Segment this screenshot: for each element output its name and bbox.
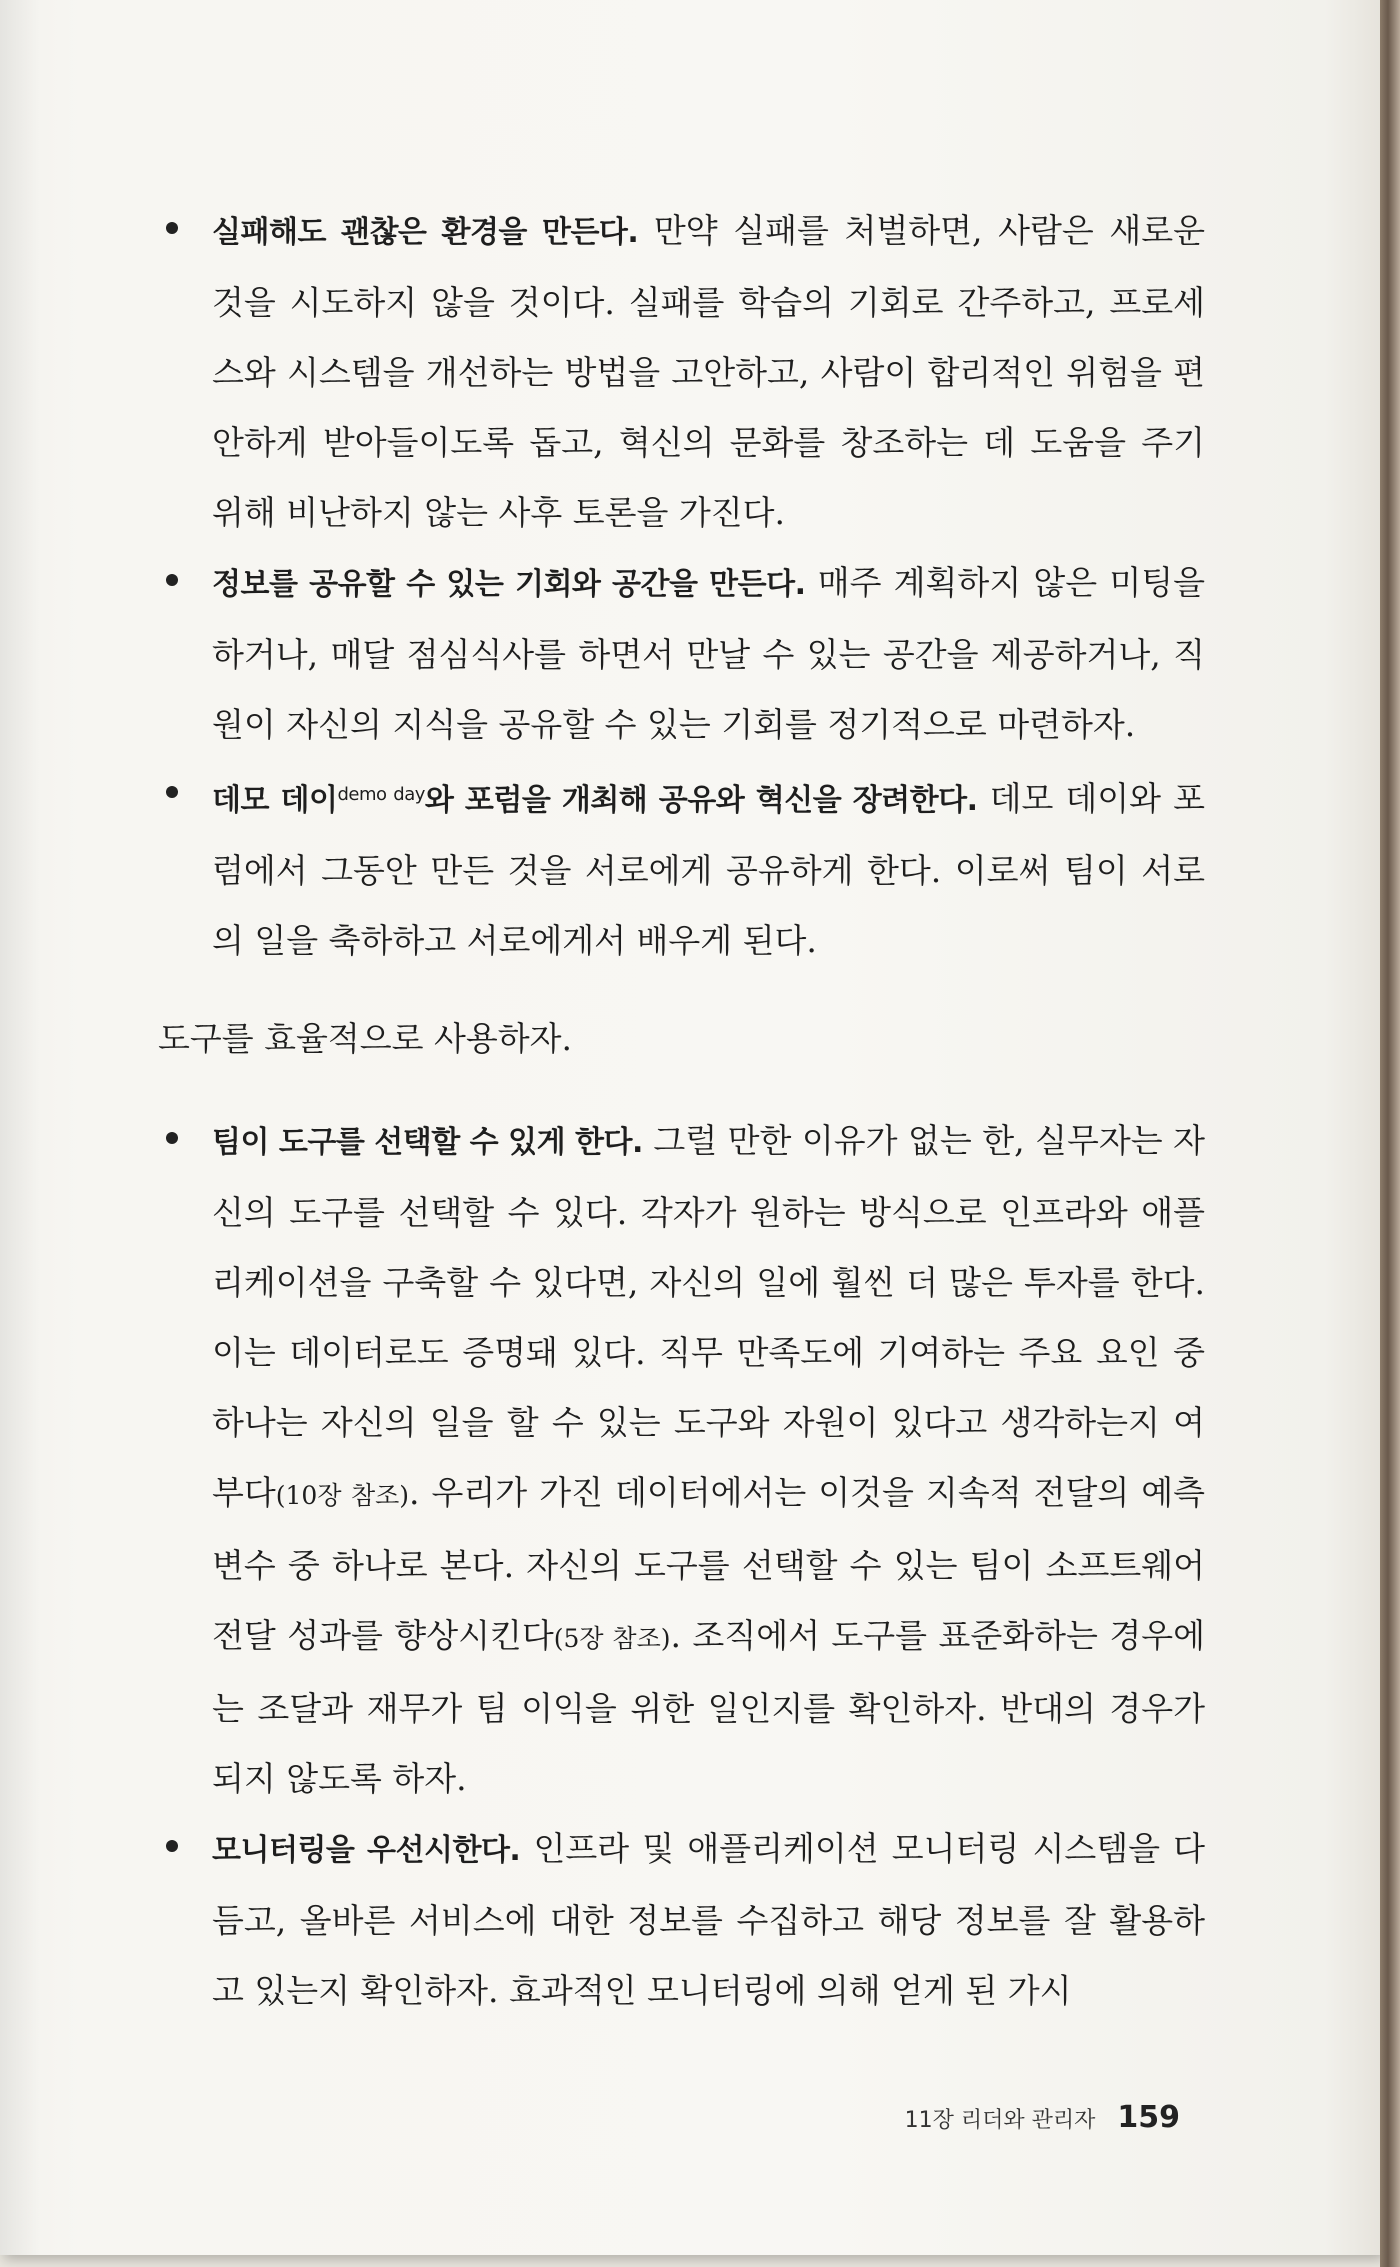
bullet-list-culture xyxy=(160,196,1205,976)
bullet-icon xyxy=(166,786,178,798)
list-item xyxy=(160,1106,1205,1814)
section-statement: 도구를 효율적으로 사용하자. xyxy=(158,1019,573,1058)
page-footer xyxy=(905,2100,1180,2135)
bullet-lead xyxy=(212,783,978,818)
running-footer-chapter: 11장 리더와 관리자 xyxy=(904,2108,1096,2133)
bullet-list-tools xyxy=(160,1106,1205,2026)
bullet-lead: 팀이 도구를 선택할 수 있게 한다. xyxy=(212,1125,643,1160)
paragraph xyxy=(212,1106,1205,1814)
spine-shadow xyxy=(0,0,40,2255)
bullet-text: . 우리가 가진 데이터에서는 이것을 지속적 전달의 예측 변수 중 하나로 본다. 자신의 도구를 선택할 수 있는 팀이 소프트웨어 전달 성과를 향상시킨다 xyxy=(212,1473,1206,1655)
list-item xyxy=(160,196,1205,548)
book-edge xyxy=(1380,0,1400,2267)
bullet-text: 인프라 및 애플리케이션 모니터링 시스템을 다듬고, 올바른 서비스에 대한 정보를 수집하고 해당 정보를 잘 활용하고 있는지 확인하자. 효과적인 모니터링에 의해 얻게 된 가시 xyxy=(212,1829,1206,2010)
bullet-icon xyxy=(166,222,178,234)
page-content xyxy=(160,196,1205,2026)
bullet-text: 만약 실패를 처벌하면, 사람은 새로운 것을 시도하지 않을 것이다. 실패를 학습의 기회로 간주하고, 프로세스와 시스템을 개선하는 방법을 고안하고, 사람이 합리적인 위험을 편안하게 받아들이도록 돕고, 혁신의 문화를 창조하는 데 도움을 주기 위해 비난하지 않는 사후 토론을 가진다. xyxy=(212,211,1205,532)
bullet-text: 그럴 만한 이유가 없는 한, 실무자는 자신의 도구를 선택할 수 있다. 각자가 원하는 방식으로 인프라와 애플리케이션을 구축할 수 있다면, 자신의 일에 훨씬 더 많은 투자를 한다. 이는 데이터로도 증명돼 있다. 직무 만족도에 기여하는 주요 요인 중 하나는 자신의 일을 할 수 있는 도구와 자원이 있다고 생각하는지 여부다 xyxy=(212,1121,1205,1512)
paragraph xyxy=(212,196,1205,548)
chapter-reference: (5장 참조) xyxy=(553,1624,671,1653)
english-term-superscript: demo day xyxy=(337,784,425,805)
bullet-lead-part: 와 포럼을 개최해 공유와 혁신을 장려한다. xyxy=(424,783,978,818)
chapter-reference: (10장 참조) xyxy=(275,1481,410,1510)
bullet-lead: 실패해도 괜찮은 환경을 만든다. xyxy=(212,215,639,250)
page-number: 159 xyxy=(1117,2100,1180,2135)
bullet-icon xyxy=(166,1132,178,1144)
paragraph xyxy=(212,548,1205,760)
list-item xyxy=(160,760,1205,976)
bullet-lead-part: 데모 데이 xyxy=(212,783,338,818)
bullet-lead: 정보를 공유할 수 있는 기회와 공간을 만든다. xyxy=(212,567,806,602)
bullet-lead: 모니터링을 우선시한다. xyxy=(212,1833,521,1868)
list-item xyxy=(160,548,1205,760)
paragraph xyxy=(212,760,1205,976)
bullet-icon xyxy=(166,1840,178,1852)
bullet-text: 매주 계획하지 않은 미팅을 하거나, 매달 점심식사를 하면서 만날 수 있는 공간을 제공하거나, 직원이 자신의 지식을 공유할 수 있는 기회를 정기적으로 마련하자. xyxy=(212,563,1205,744)
bullet-text: 데모 데이와 포럼에서 그동안 만든 것을 서로에게 공유하게 한다. 이로써 팀이 서로의 일을 축하하고 서로에게서 배우게 된다. xyxy=(212,779,1205,960)
paragraph xyxy=(212,1814,1205,2026)
list-item xyxy=(160,1814,1205,2026)
bullet-icon xyxy=(166,574,178,586)
bullet-text: . 조직에서 도구를 표준화하는 경우에는 조달과 재무가 팀 이익을 위한 일인지를 확인하자. 반대의 경우가 되지 않도록 하자. xyxy=(212,1616,1205,1798)
